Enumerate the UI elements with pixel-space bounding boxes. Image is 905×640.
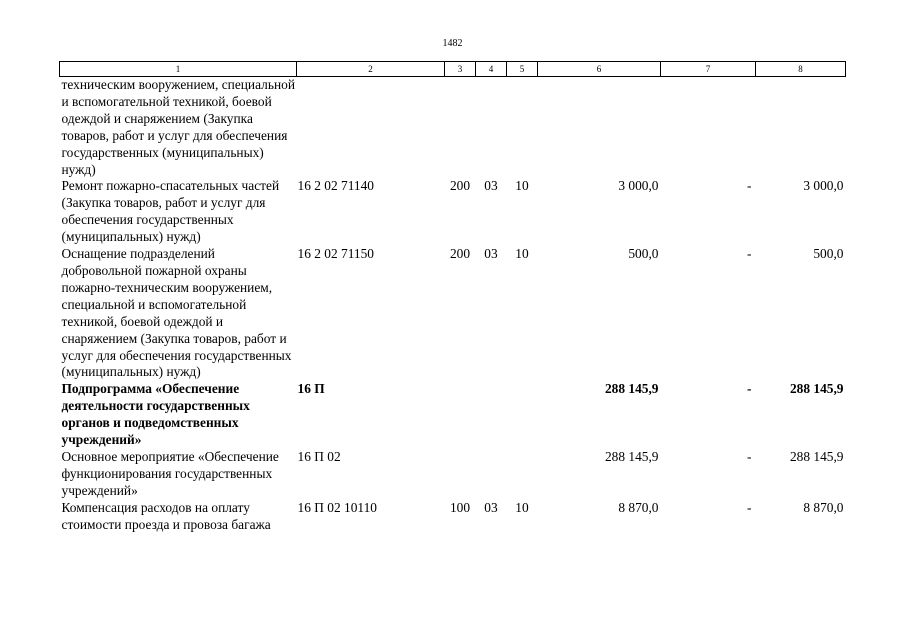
row-c3: 200: [449, 246, 471, 262]
row-code: 16 П: [297, 381, 325, 397]
row-c8: 3 000,0: [803, 178, 844, 194]
table-row: [60, 77, 846, 179]
row-c5: [507, 381, 538, 449]
row-c5: [507, 449, 538, 500]
row-c8: [756, 77, 846, 179]
table-row: [60, 449, 846, 500]
row-c3: [445, 381, 476, 449]
row-c7: [661, 77, 756, 179]
table-row: [60, 500, 846, 534]
row-c5: 10: [515, 499, 529, 515]
budget-table: [59, 61, 846, 533]
row-c7: -: [747, 178, 752, 194]
row-c5: 10: [515, 178, 529, 194]
row-c5: 10: [515, 246, 529, 262]
row-name: Основное мероприятие «Обеспечение функционирования государственных учреждений»: [61, 448, 279, 498]
row-c7: -: [747, 499, 752, 515]
row-c4: 03: [484, 499, 498, 515]
row-c4: [476, 449, 507, 500]
row-c6: 500,0: [628, 246, 659, 262]
row-c4: [476, 381, 507, 449]
row-c7: -: [747, 381, 752, 397]
header-cell: 7: [661, 62, 756, 77]
row-code: 16 П 02 10110: [297, 499, 377, 515]
row-c3: [445, 449, 476, 500]
row-name: Оснащение подразделений добровольной пожарной охраны пожарно-техническим вооружением, специальной и вспомогательной техникой, боевой одеждой и снаряжением (Закупка товаров, работ и услуг для обеспечения государственных (муниципальных) нужд): [61, 246, 292, 380]
header-cell: 1: [60, 62, 297, 77]
row-name: Компенсация расходов на оплату стоимости проезда и провоза багажа: [61, 499, 271, 532]
table-body: [60, 77, 846, 534]
header-cell: 5: [507, 62, 538, 77]
row-c7: -: [747, 246, 752, 262]
row-c8: 8 870,0: [803, 499, 844, 515]
page-number: 1482: [442, 38, 463, 49]
header-row: [60, 62, 846, 77]
row-c6: 3 000,0: [618, 178, 659, 194]
row-name: Подпрограмма «Обеспечение деятельности государственных органов и подведомственных учреждений»: [61, 381, 250, 448]
row-code: 16 П 02: [297, 448, 341, 464]
row-c3: 200: [449, 178, 471, 194]
header-cell: 2: [297, 62, 445, 77]
row-c3: 100: [449, 499, 471, 515]
row-c8: 288 145,9: [789, 448, 844, 464]
row-c8: 500,0: [813, 246, 844, 262]
row-name: техническим вооружением, специальной и вспомогательной техникой, боевой одеждой и снаряжением (Закупка товаров, работ и услуг для обеспечения государственных (муниципальных) нужд): [61, 77, 295, 177]
row-c5: [507, 77, 538, 179]
table-row: [60, 246, 846, 381]
row-c4: 03: [484, 178, 498, 194]
row-c4: [476, 77, 507, 179]
header-cell: 6: [538, 62, 661, 77]
row-code: 16 2 02 71140: [297, 178, 374, 194]
row-c6: 288 145,9: [604, 381, 659, 397]
row-c8: 288 145,9: [789, 381, 844, 397]
table-header: [60, 62, 846, 77]
row-c6: [538, 77, 661, 179]
row-name: Ремонт пожарно-спасательных частей (Закупка товаров, работ и услуг для обеспечения государственных (муниципальных) нужд): [61, 178, 280, 245]
header-cell: 3: [445, 62, 476, 77]
row-c3: [445, 77, 476, 179]
row-code: [297, 77, 445, 179]
table-row: [60, 178, 846, 246]
row-c6: 8 870,0: [618, 499, 659, 515]
row-code: 16 2 02 71150: [297, 246, 374, 262]
table-row-subprogram: [60, 381, 846, 449]
row-c6: 288 145,9: [604, 448, 659, 464]
header-cell: 4: [476, 62, 507, 77]
row-c4: 03: [484, 246, 498, 262]
header-cell: 8: [756, 62, 846, 77]
row-c7: -: [747, 448, 752, 464]
